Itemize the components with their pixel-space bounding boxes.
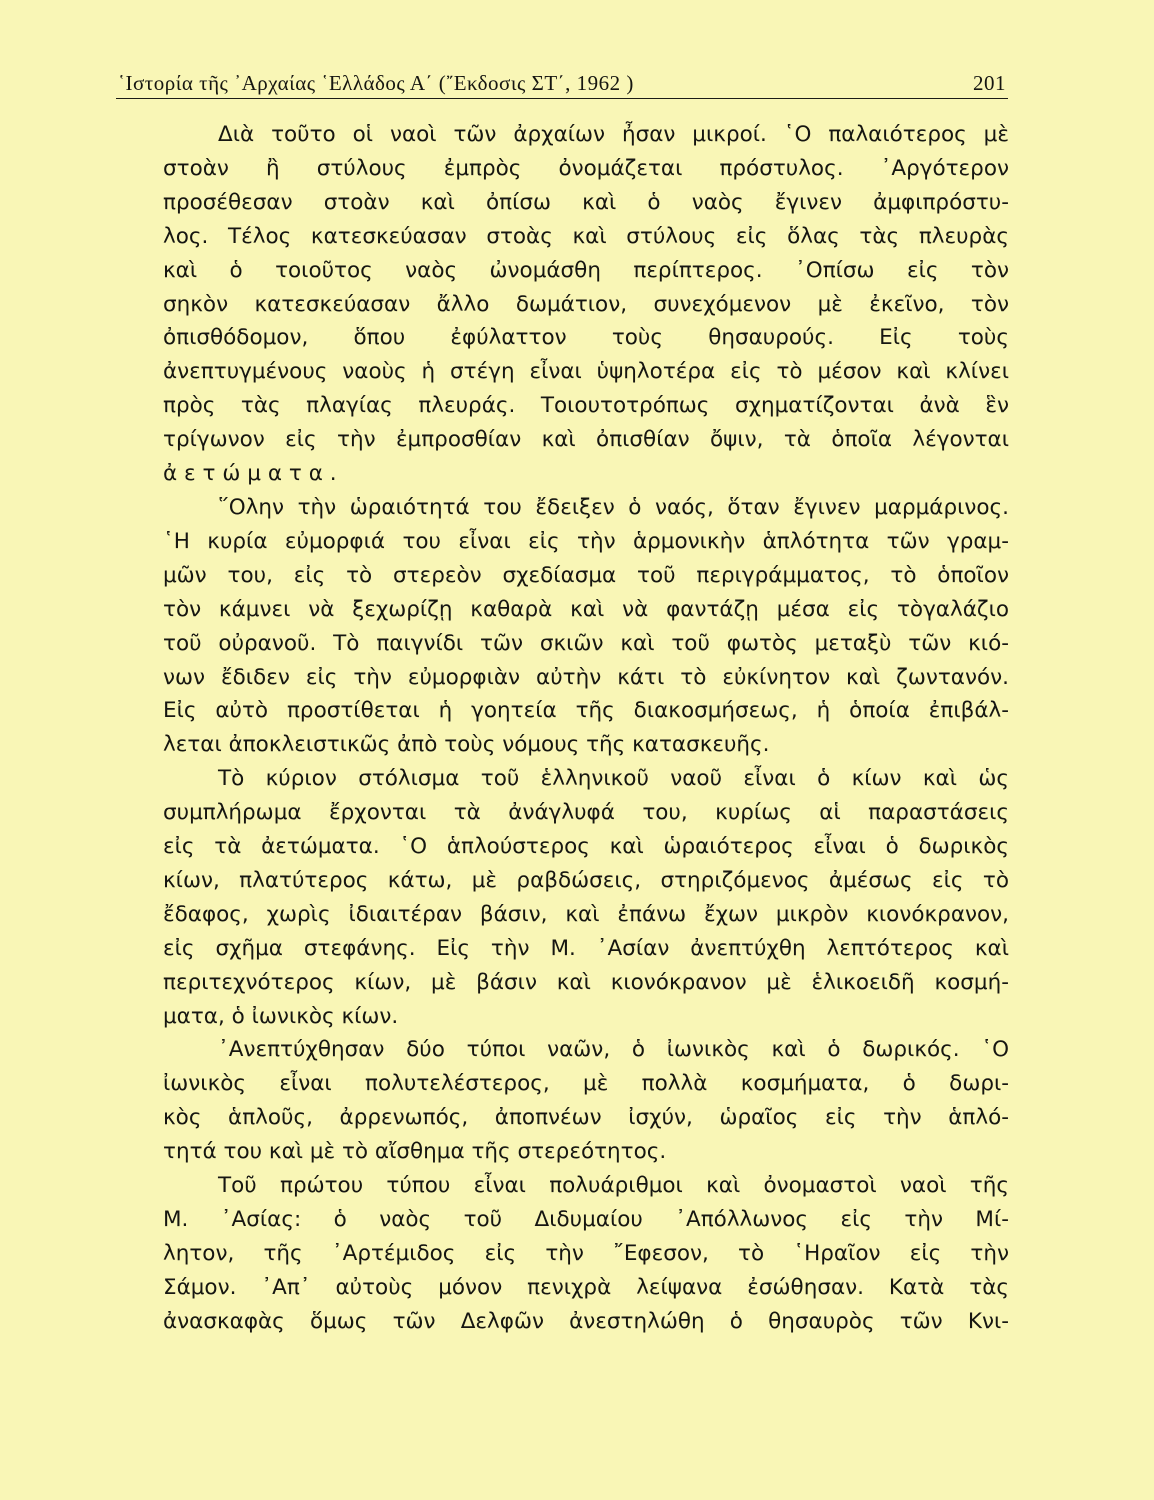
text-line: Μ. ᾿Ασίας: ὁ ναὸς τοῦ Διδυμαίου ᾿Απόλλωνος εἰς τὴν Μί- <box>163 1207 1009 1232</box>
text-line: ῞Ολην τὴν ὡραιότητά του ἔδειξεν ὁ ναός, ὅταν ἔγινεν μαρμάρινος. <box>218 494 1009 520</box>
text-line: κὸς ἁπλοῦς, ἀρρενωπός, ἀποπνέων ἰσχύν, ὡραῖος εἰς τὴν ἁπλό- <box>163 1105 1009 1131</box>
text-line: συμπλήρωμα ἔρχονται τὰ ἀνάγλυφά του, κυρίως αἱ παραστάσεις <box>163 800 1009 826</box>
running-header <box>118 60 1006 96</box>
text-line: τητά του καὶ μὲ τὸ αἴσθημα τῆς στερεότητος. <box>163 1139 667 1165</box>
text-line: λεται ἀποκλειστικῶς ἀπὸ τοὺς νόμους τῆς κατασκευῆς. <box>163 732 770 758</box>
text-line: εἰς σχῆμα στεφάνης. Εἰς τὴν Μ. ᾿Ασίαν ἀνεπτύχθη λεπτότερος καὶ <box>163 935 1009 961</box>
text-line: σηκὸν κατεσκεύασαν ἄλλο δωμάτιον, συνεχόμενον μὲ ἐκεῖνο, τὸν <box>163 291 1009 317</box>
text-line: Τοῦ πρώτου τύπου εἶναι πολυάριθμοι καὶ ὀνομαστοὶ ναοὶ τῆς <box>218 1173 1009 1199</box>
text-line: τοῦ οὐρανοῦ. Τὸ παιγνίδι τῶν σκιῶν καὶ τοῦ φωτὸς μεταξὺ τῶν κιό- <box>163 630 1009 656</box>
book-title: ῾Ιστορία τῆς ᾿Αρχαίας ῾Ελλάδος Α΄ (῎Εκδοσις ΣΤ΄, 1962 ) <box>118 71 634 95</box>
text-line: ὀπισθόδομον, ὅπου ἐφύλαττον τοὺς θησαυρούς. Εἰς τοὺς <box>163 325 1009 351</box>
text-line: Εἰς αὐτὸ προστίθεται ἡ γοητεία τῆς διακοσμήσεως, ἡ ὁποία ἐπιβάλ- <box>163 698 1009 724</box>
text-line: ἰωνικὸς εἶναι πολυτελέστερος, μὲ πολλὰ κοσμήματα, ὁ δωρι- <box>163 1071 1009 1097</box>
text-line: κίων, πλατύτερος κάτω, μὲ ραβδώσεις, στηριζόμενος ἀμέσως εἰς τὸ <box>163 867 1009 893</box>
text-line: ἀνασκαφὰς ὅμως τῶν Δελφῶν ἀνεστηλώθη ὁ θησαυρὸς τῶν Κνι- <box>163 1308 1009 1334</box>
text-line: μῶν του, εἰς τὸ στερεὸν σχεδίασμα τοῦ περιγράμματος, τὸ ὁποῖον <box>163 562 1009 588</box>
text-line: περιτεχνότερος κίων, μὲ βάσιν καὶ κιονόκρανον μὲ ἑλικοειδῆ κοσμή- <box>163 969 1009 995</box>
body-text <box>163 118 1009 1339</box>
text-line: ῾Η κυρία εὐμορφιά του εἶναι εἰς τὴν ἁρμονικὴν ἁπλότητα τῶν γραμ- <box>163 528 1009 554</box>
text-line: τρίγωνον εἰς τὴν ἐμπροσθίαν καὶ ὀπισθίαν ὄψιν, τὰ ὁποῖα λέγονται <box>163 427 1009 453</box>
text-line: καὶ ὁ τοιοῦτος ναὸς ὠνομάσθη περίπτερος. ᾿Οπίσω εἰς τὸν <box>163 257 1009 283</box>
text-line: λητον, τῆς ᾿Αρτέμιδος εἰς τὴν ῎Εφεσον, τὸ ῾Ηραῖον εἰς τὴν <box>163 1240 1009 1266</box>
text-line: Διὰ τοῦτο οἱ ναοὶ τῶν ἀρχαίων ἦσαν μικροί. ῾Ο παλαιότερος μὲ <box>218 122 1009 147</box>
text-line: Τὸ κύριον στόλισμα τοῦ ἑλληνικοῦ ναοῦ εἶναι ὁ κίων καὶ ὡς <box>218 766 1009 792</box>
text-line: εἰς τὰ ἀετώματα. ῾Ο ἁπλούστερος καὶ ὡραιότερος εἶναι ὁ δωρικὸς <box>163 834 1009 860</box>
text-line: προσέθεσαν στοὰν καὶ ὀπίσω καὶ ὁ ναὸς ἔγινεν ἀμφιπρόστυ- <box>163 189 1009 215</box>
text-line: ἔδαφος, χωρὶς ἰδιαιτέραν βάσιν, καὶ ἐπάνω ἔχων μικρὸν κιονόκρανον, <box>163 901 1009 927</box>
text-line: ἀνεπτυγμένους ναοὺς ἡ στέγη εἶναι ὑψηλοτέρα εἰς τὸ μέσον καὶ κλίνει <box>163 359 1009 385</box>
text-line: ᾿Ανεπτύχθησαν δύο τύποι ναῶν, ὁ ἰωνικὸς καὶ ὁ δωρικός. ῾Ο <box>218 1037 1009 1063</box>
page-number: 201 <box>973 71 1006 95</box>
text-line: ἀετώματα. <box>163 461 344 487</box>
text-line: ματα, ὁ ἰωνικὸς κίων. <box>163 1003 399 1029</box>
header-rule <box>116 98 1008 99</box>
text-line: νων ἔδιδεν εἰς τὴν εὐμορφιὰν αὐτὴν κάτι τὸ εὐκίνητον καὶ ζωντανόν. <box>163 664 1009 690</box>
text-line: πρὸς τὰς πλαγίας πλευράς. Τοιουτοτρόπως σχηματίζονται ἀνὰ ἓν <box>163 393 1009 419</box>
text-line: λος. Τέλος κατεσκεύασαν στοὰς καὶ στύλους εἰς ὅλας τὰς πλευρὰς <box>163 223 1009 249</box>
text-line: Σάμον. ᾿Απ᾿ αὐτοὺς μόνον πενιχρὰ λείψανα ἐσώθησαν. Κατὰ τὰς <box>163 1274 1009 1300</box>
text-line: τὸν κάμνει νὰ ξεχωρίζῃ καθαρὰ καὶ νὰ φαντάζῃ μέσα εἰς τὸγαλάζιο <box>163 596 1009 622</box>
text-line: στοὰν ἢ στύλους ἐμπρὸς ὀνομάζεται πρόστυλος. ᾿Αργότερον <box>163 155 1009 181</box>
